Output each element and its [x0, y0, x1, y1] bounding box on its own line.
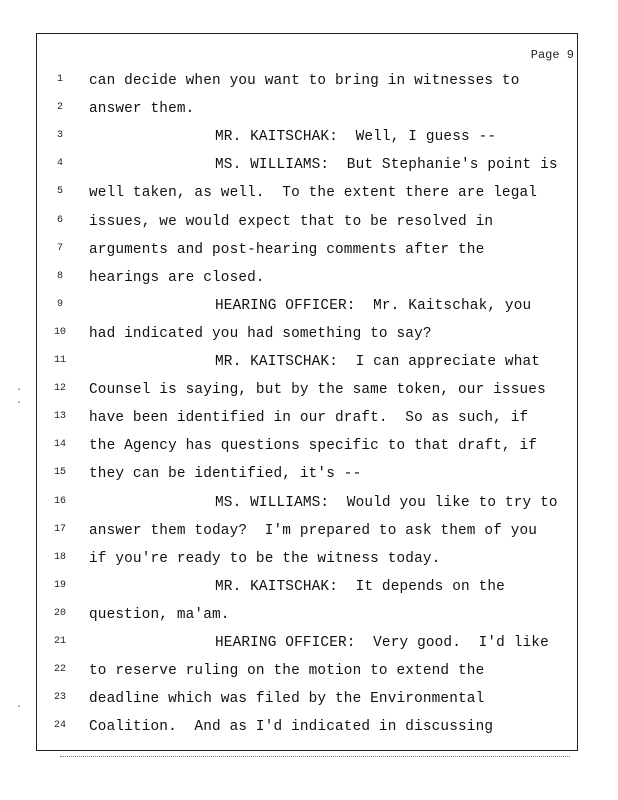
transcript-line: have been identified in our draft. So as such, if	[89, 410, 529, 427]
margin-dot: ·	[16, 385, 23, 396]
line-number: 9	[56, 298, 63, 310]
transcript-line: if you're ready to be the witness today.	[89, 550, 441, 567]
line-number: 18	[53, 551, 66, 563]
line-number: 21	[53, 636, 66, 647]
transcript-line: to reserve ruling on the motion to extend the	[89, 663, 485, 680]
transcript-line: Counsel is saying, but by the same token, our issues	[89, 382, 546, 399]
line-number: 11	[53, 355, 66, 366]
line-number: 17	[53, 523, 66, 535]
transcript-line: MR. KAITSCHAK: I can appreciate what	[215, 354, 541, 370]
line-number: 10	[53, 326, 66, 338]
page-number: Page 9	[530, 48, 574, 62]
transcript-line: MR. KAITSCHAK: It depends on the	[215, 578, 505, 595]
line-number: 15	[53, 467, 66, 479]
line-number: 22	[53, 664, 66, 676]
line-number: 5	[56, 186, 63, 198]
transcript-line: well taken, as well. To the extent there are legal	[89, 185, 538, 202]
line-number: 14	[53, 439, 66, 451]
transcript-line: can decide when you want to bring in witnesses to	[89, 73, 520, 89]
transcript-line: arguments and post-hearing comments after the	[89, 241, 485, 258]
line-number: 13	[53, 411, 66, 423]
line-number: 23	[53, 692, 66, 704]
line-number: 3	[56, 130, 63, 142]
line-number: 4	[56, 158, 63, 170]
transcript-line: issues, we would expect that to be resolved in	[89, 213, 494, 230]
line-number: 24	[53, 720, 66, 732]
transcript-line: Coalition. And as I'd indicated in discussing	[89, 719, 494, 736]
bottom-rule	[60, 756, 570, 757]
transcript-line: deadline which was filed by the Environmental	[89, 691, 485, 708]
line-number: 16	[53, 495, 66, 507]
line-number: 8	[56, 270, 63, 282]
margin-dot: ·	[16, 398, 23, 409]
transcript-line: MS. WILLIAMS: Would you like to try to	[215, 494, 558, 511]
line-number: 6	[56, 214, 63, 226]
line-number: 19	[53, 579, 66, 591]
transcript-line: had indicated you had something to say?	[89, 325, 432, 342]
margin-dot: ·	[16, 702, 23, 713]
transcript-line: answer them.	[89, 101, 195, 118]
transcript-line: question, ma'am.	[89, 606, 230, 623]
line-number: 20	[53, 607, 66, 619]
transcript-line: MR. KAITSCHAK: Well, I guess --	[215, 129, 497, 146]
transcript-line: the Agency has questions specific to that draft, if	[89, 438, 538, 455]
line-number: 7	[56, 242, 63, 254]
line-number: 1	[56, 74, 63, 85]
transcript-line: they can be identified, it's --	[89, 466, 362, 483]
line-number: 12	[53, 383, 66, 395]
transcript-line: HEARING OFFICER: Mr. Kaitschak, you	[215, 297, 532, 314]
transcript-line: hearings are closed.	[89, 269, 265, 286]
transcript-line: answer them today? I'm prepared to ask them of you	[89, 522, 538, 539]
transcript-line: HEARING OFFICER: Very good. I'd like	[215, 635, 549, 651]
line-number: 2	[56, 102, 63, 114]
transcript-line: MS. WILLIAMS: But Stephanie's point is	[215, 157, 558, 174]
